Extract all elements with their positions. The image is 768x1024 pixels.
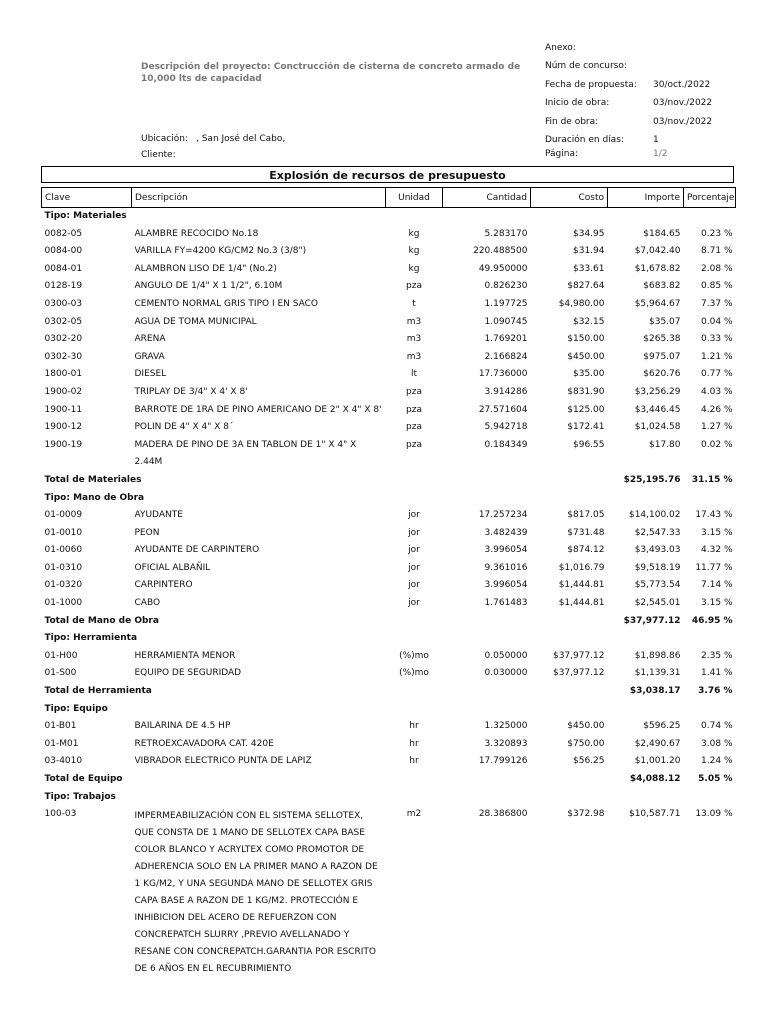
clave-cell: 100-03 xyxy=(44,809,77,820)
importe-cell: $1,024.58 xyxy=(634,422,681,433)
clave-cell: 0082-05 xyxy=(44,228,83,239)
cantidad-cell: 3.996054 xyxy=(484,580,528,591)
unidad-cell: jor xyxy=(408,545,420,556)
costo-cell: $37,977.12 xyxy=(552,668,605,679)
table-row xyxy=(42,243,736,261)
section-total-amount: $3,038.17 xyxy=(629,686,681,697)
section-total-label: Total de Equipo xyxy=(44,774,123,784)
descripcion-cell: AYUDANTE xyxy=(134,510,183,521)
porcentaje-cell: 8.71 % xyxy=(701,246,733,257)
table-row xyxy=(42,648,736,666)
clave-cell: 0302-20 xyxy=(44,334,83,345)
section-total-amount: $25,195.76 xyxy=(623,474,681,485)
meta-label: Inicio de obra: xyxy=(545,98,610,108)
clave-cell: 01-B01 xyxy=(44,721,77,732)
porcentaje-cell: 0.23 % xyxy=(701,228,733,239)
meta-value: 1/2 xyxy=(653,149,668,159)
descripcion-cell: CABO xyxy=(134,598,161,609)
section-type-row xyxy=(42,208,736,226)
table-row xyxy=(42,437,736,472)
importe-cell: $265.38 xyxy=(643,334,681,345)
porcentaje-cell: 4.32 % xyxy=(701,545,733,556)
importe-cell: $596.25 xyxy=(643,721,681,732)
unidad-cell: jor xyxy=(408,510,420,521)
importe-cell: $975.07 xyxy=(643,351,681,362)
cantidad-cell: 1.090745 xyxy=(484,316,528,327)
meta-value: 03/nov./2022 xyxy=(653,98,713,108)
unidad-cell: jor xyxy=(408,527,420,538)
clave-cell: 01-0310 xyxy=(44,562,83,573)
table-body xyxy=(42,208,736,979)
unidad-cell: pza xyxy=(406,386,422,397)
column-header-cantidad: Cantidad xyxy=(443,188,531,208)
section-total-percentage: 3.76 % xyxy=(698,686,733,697)
project-description: Descripción del proyecto: Conctrucción de cisterna de concreto armado de 10,000 lts de capacidad xyxy=(141,62,521,84)
meta-label: Duración en días: xyxy=(545,135,624,145)
cantidad-cell: 17.736000 xyxy=(478,369,528,380)
importe-cell: $3,493.03 xyxy=(634,545,681,556)
descripcion-cell: ARENA xyxy=(134,334,166,345)
cantidad-cell: 3.320893 xyxy=(484,738,528,749)
cantidad-cell: 220.488500 xyxy=(473,246,528,257)
costo-cell: $372.98 xyxy=(567,809,605,820)
section-type-row xyxy=(42,630,736,648)
clave-cell: 1800-01 xyxy=(44,369,83,380)
section-type-label: Tipo: Materiales xyxy=(44,211,127,221)
porcentaje-cell: 1.24 % xyxy=(701,756,733,767)
costo-cell: $34.95 xyxy=(573,228,605,239)
importe-cell: $683.82 xyxy=(643,281,681,292)
cantidad-cell: 1.769201 xyxy=(484,334,528,345)
unidad-cell: pza xyxy=(406,439,422,450)
costo-cell: $450.00 xyxy=(567,721,605,732)
porcentaje-cell: 0.02 % xyxy=(701,439,733,450)
descripcion-cell: CARPINTERO xyxy=(134,580,193,591)
clave-cell: 01-0060 xyxy=(44,545,83,556)
clave-cell: 0084-00 xyxy=(44,246,83,257)
table-row xyxy=(42,542,736,560)
clave-cell: 01-M01 xyxy=(44,738,79,749)
cantidad-cell: 0.050000 xyxy=(484,650,528,661)
clave-cell: 0084-01 xyxy=(44,263,83,274)
importe-cell: $7,042.40 xyxy=(634,246,681,257)
porcentaje-cell: 13.09 % xyxy=(695,809,733,820)
unidad-cell: jor xyxy=(408,562,420,573)
table-row xyxy=(42,296,736,314)
cantidad-cell: 3.482439 xyxy=(484,527,528,538)
importe-cell: $184.65 xyxy=(643,228,681,239)
resources-table xyxy=(41,187,736,978)
column-header-unidad: Unidad xyxy=(386,188,443,208)
porcentaje-cell: 3.15 % xyxy=(701,598,733,609)
clave-cell: 01-S00 xyxy=(44,668,77,679)
cantidad-cell: 3.996054 xyxy=(484,545,528,556)
unidad-cell: t xyxy=(412,298,416,309)
porcentaje-cell: 2.35 % xyxy=(701,650,733,661)
section-total-percentage: 31.15 % xyxy=(691,474,733,485)
cantidad-cell: 0.030000 xyxy=(484,668,528,679)
importe-cell: $9,518.19 xyxy=(634,562,681,573)
costo-cell: $150.00 xyxy=(567,334,605,345)
cantidad-cell: 28.386800 xyxy=(478,809,528,820)
section-type-row xyxy=(42,789,736,807)
cantidad-cell: 0.826230 xyxy=(484,281,528,292)
unidad-cell: m2 xyxy=(406,809,422,820)
descripcion-cell: DIESEL xyxy=(134,369,167,380)
costo-cell: $731.48 xyxy=(567,527,605,538)
section-type-label: Tipo: Mano de Obra xyxy=(44,492,145,503)
descripcion-cell: POLIN DE 4" X 4" X 8´ xyxy=(134,422,234,433)
section-total-amount: $37,977.12 xyxy=(623,615,681,626)
clave-cell: 01-H00 xyxy=(44,650,78,661)
porcentaje-cell: 0.74 % xyxy=(701,721,733,732)
costo-cell: $450.00 xyxy=(567,351,605,362)
table-row xyxy=(42,384,736,402)
meta-value: 03/nov./2022 xyxy=(653,117,713,127)
unidad-cell: m3 xyxy=(406,351,422,362)
section-total-row xyxy=(42,683,736,701)
meta-value: 30/oct./2022 xyxy=(653,80,711,90)
descripcion-cell: RETROEXCAVADORA CAT. 420E xyxy=(134,738,274,749)
descripcion-cell: ALAMBRE RECOCIDO No.18 xyxy=(134,228,259,239)
descripcion-cell: EQUIPO DE SEGURIDAD xyxy=(134,668,242,679)
column-header-costo: Costo xyxy=(531,188,608,208)
table-row xyxy=(42,419,736,437)
clave-cell: 0128-19 xyxy=(44,281,83,292)
costo-cell: $874.12 xyxy=(567,545,605,556)
costo-cell: $172.41 xyxy=(567,422,605,433)
importe-cell: $620.76 xyxy=(643,369,681,380)
descripcion-cell: AYUDANTE DE CARPINTERO xyxy=(134,545,260,556)
porcentaje-cell: 7.37 % xyxy=(701,298,733,309)
costo-cell: $750.00 xyxy=(567,738,605,749)
costo-cell: $125.00 xyxy=(567,404,605,415)
descripcion-cell: BAILARINA DE 4.5 HP xyxy=(134,721,231,732)
column-header-importe: Importe xyxy=(608,188,684,208)
table-row xyxy=(42,806,736,978)
descripcion-cell: AGUA DE TOMA MUNICIPAL xyxy=(134,316,257,327)
descripcion-cell: IMPERMEABILIZACIÓN CON EL SISTEMA SELLOTEX, QUE CONSTA DE 1 MANO DE SELLOTEX CAPA BASE COLOR BLANCO Y ACRYLTEX COMO PROMOTOR DE ADHERENCIA SOLO EN LA PRIMER MANO A RAZON DE 1 KG/M2, Y UNA SEGUNDA MANO DE SELLOTEX GRIS CAPA BASE A RAZON DE 1 KG/M2. PROTECCIÓN E INHIBICION DEL ACERO DE REFUERZON CON CONCREPATCH SLURRY ,PREVIO AVELLANADO Y RESANE CON CONCREPATCH.GARANTIA POR ESCRITO DE 6 AÑOS EN EL RECUBRIMIENTO xyxy=(134,811,378,975)
unidad-cell: hr xyxy=(409,721,419,732)
porcentaje-cell: 17.43 % xyxy=(695,510,733,521)
porcentaje-cell: 3.15 % xyxy=(701,527,733,538)
table-row xyxy=(42,261,736,279)
section-type-row xyxy=(42,490,736,508)
section-total-row xyxy=(42,613,736,631)
porcentaje-cell: 4.03 % xyxy=(701,386,733,397)
porcentaje-cell: 1.21 % xyxy=(701,351,733,362)
importe-cell: $35.07 xyxy=(649,316,681,327)
clave-cell: 0302-05 xyxy=(44,316,83,327)
unidad-cell: m3 xyxy=(406,316,422,327)
table-row xyxy=(42,331,736,349)
unidad-cell: kg xyxy=(408,228,420,239)
table-row xyxy=(42,525,736,543)
meta-label: Anexo: xyxy=(545,43,576,53)
table-row xyxy=(42,314,736,332)
costo-cell: $35.00 xyxy=(573,369,605,380)
descripcion-cell: ANGULO DE 1/4" X 1 1/2", 6.10M xyxy=(134,281,283,292)
descripcion-cell: VIBRADOR ELECTRICO PUNTA DE LAPIZ xyxy=(134,756,312,767)
descripcion-cell: PEON xyxy=(134,527,160,538)
table-row xyxy=(42,507,736,525)
importe-cell: $1,898.86 xyxy=(634,650,681,661)
unidad-cell: m3 xyxy=(406,334,422,345)
table-row xyxy=(42,349,736,367)
clave-cell: 01-0009 xyxy=(44,510,83,521)
importe-cell: $1,001.20 xyxy=(634,756,681,767)
clave-cell: 01-0320 xyxy=(44,580,83,591)
importe-cell: $10,587.71 xyxy=(628,809,681,820)
porcentaje-cell: 1.41 % xyxy=(701,668,733,679)
importe-cell: $17.80 xyxy=(649,439,681,450)
descripcion-cell: TRIPLAY DE 3/4" X 4' X 8' xyxy=(134,386,248,397)
costo-cell: $33.61 xyxy=(573,263,605,274)
porcentaje-cell: 11.77 % xyxy=(695,562,733,573)
cantidad-cell: 0.184349 xyxy=(484,439,528,450)
column-header-descripcion: Descripción xyxy=(132,188,386,208)
table-row xyxy=(42,366,736,384)
table-row xyxy=(42,278,736,296)
meta-label: Fin de obra: xyxy=(545,117,599,127)
porcentaje-cell: 0.77 % xyxy=(701,369,733,380)
importe-cell: $5,964.67 xyxy=(634,298,681,309)
importe-cell: $2,547.33 xyxy=(634,527,681,538)
costo-cell: $56.25 xyxy=(573,756,605,767)
porcentaje-cell: 2.08 % xyxy=(701,263,733,274)
costo-cell: $831.90 xyxy=(567,386,605,397)
unidad-cell: (%)mo xyxy=(399,668,429,679)
importe-cell: $3,446.45 xyxy=(634,404,681,415)
costo-cell: $37,977.12 xyxy=(552,650,605,661)
section-total-percentage: 5.05 % xyxy=(698,774,733,784)
cantidad-cell: 5.283170 xyxy=(484,228,528,239)
cantidad-cell: 1.325000 xyxy=(484,721,528,732)
location-label: Ubicación: xyxy=(141,134,188,144)
unidad-cell: hr xyxy=(409,738,419,749)
table-row xyxy=(42,577,736,595)
cantidad-cell: 17.257234 xyxy=(478,510,528,521)
clave-cell: 1900-11 xyxy=(44,404,83,415)
costo-cell: $32.15 xyxy=(573,316,605,327)
costo-cell: $817.05 xyxy=(567,510,605,521)
unidad-cell: jor xyxy=(408,580,420,591)
meta-label: Página: xyxy=(545,149,579,159)
clave-cell: 1900-02 xyxy=(44,386,83,397)
cantidad-cell: 2.166824 xyxy=(484,351,528,362)
descripcion-cell: ALAMBRON LISO DE 1/4" (No.2) xyxy=(134,263,277,274)
importe-cell: $14,100.02 xyxy=(628,510,681,521)
porcentaje-cell: 1.27 % xyxy=(701,422,733,433)
clave-cell: 1900-19 xyxy=(44,439,83,450)
importe-cell: $2,490.67 xyxy=(634,738,681,749)
clave-cell: 03-4010 xyxy=(44,756,83,767)
porcentaje-cell: 4.26 % xyxy=(701,404,733,415)
porcentaje-cell: 0.33 % xyxy=(701,334,733,345)
unidad-cell: pza xyxy=(406,422,422,433)
unidad-cell: hr xyxy=(409,756,419,767)
clave-cell: 1900-12 xyxy=(44,422,83,433)
importe-cell: $2,545.01 xyxy=(634,598,681,609)
costo-cell: $96.55 xyxy=(573,439,605,450)
table-row xyxy=(42,753,736,771)
unidad-cell: pza xyxy=(406,281,422,292)
cantidad-cell: 1.197725 xyxy=(484,298,528,309)
section-total-amount: $4,088.12 xyxy=(629,774,681,784)
column-header-porcentaje: Porcentaje xyxy=(684,188,736,208)
clave-cell: 01-1000 xyxy=(44,598,83,609)
descripcion-cell: BARROTE DE 1RA DE PINO AMERICANO DE 2" X 4" X 8' xyxy=(134,404,382,415)
descripcion-cell: VARILLA FY=4200 KG/CM2 No.3 (3/8") xyxy=(134,246,307,257)
descripcion-cell: GRAVA xyxy=(134,351,165,362)
descripcion-cell: OFICIAL ALBAÑIL xyxy=(134,562,211,573)
clave-cell: 01-0010 xyxy=(44,527,83,538)
cantidad-cell: 5.942718 xyxy=(484,422,528,433)
column-header-clave: Clave xyxy=(42,188,132,208)
section-total-percentage: 46.95 % xyxy=(691,615,733,626)
table-row xyxy=(42,718,736,736)
client-label: Cliente: xyxy=(141,150,176,160)
table-row xyxy=(42,560,736,578)
section-type-label: Tipo: Herramienta xyxy=(44,633,138,644)
descripcion-cell: MADERA DE PINO DE 3A EN TABLON DE 1" X 4" X 2.44M xyxy=(134,439,357,468)
section-total-row xyxy=(42,771,736,789)
table-row xyxy=(42,226,736,244)
section-total-label: Total de Herramienta xyxy=(44,686,152,697)
table-row xyxy=(42,402,736,420)
report-title: Explosión de recursos de presupuesto xyxy=(41,166,734,183)
meta-label: Núm de concurso: xyxy=(545,61,627,71)
unidad-cell: jor xyxy=(408,598,420,609)
location-value: , San José del Cabo, xyxy=(196,134,286,144)
costo-cell: $827.64 xyxy=(567,281,605,292)
table-row xyxy=(42,665,736,683)
table-row xyxy=(42,736,736,754)
table-header-row xyxy=(42,188,736,208)
unidad-cell: kg xyxy=(408,263,420,274)
unidad-cell: (%)mo xyxy=(399,650,429,661)
clave-cell: 0302-30 xyxy=(44,351,83,362)
unidad-cell: kg xyxy=(408,246,420,257)
clave-cell: 0300-03 xyxy=(44,298,83,309)
section-total-label: Total de Materiales xyxy=(44,474,142,485)
section-total-label: Total de Mano de Obra xyxy=(44,615,159,626)
section-type-row xyxy=(42,701,736,719)
cantidad-cell: 3.914286 xyxy=(484,386,528,397)
cantidad-cell: 17.799126 xyxy=(478,756,528,767)
porcentaje-cell: 7.14 % xyxy=(701,580,733,591)
descripcion-cell: CEMENTO NORMAL GRIS TIPO I EN SACO xyxy=(134,298,318,309)
cantidad-cell: 27.571604 xyxy=(478,404,528,415)
cantidad-cell: 1.761483 xyxy=(484,598,528,609)
costo-cell: $1,016.79 xyxy=(558,562,605,573)
costo-cell: $1,444.81 xyxy=(558,598,605,609)
porcentaje-cell: 3.08 % xyxy=(701,738,733,749)
porcentaje-cell: 0.04 % xyxy=(701,316,733,327)
section-type-label: Tipo: Trabajos xyxy=(44,791,116,802)
section-total-row xyxy=(42,472,736,490)
costo-cell: $4,980.00 xyxy=(558,298,605,309)
importe-cell: $5,773.54 xyxy=(634,580,681,591)
cantidad-cell: 49.950000 xyxy=(478,263,528,274)
importe-cell: $3,256.29 xyxy=(634,386,681,397)
unidad-cell: lt xyxy=(410,369,418,380)
meta-value: 1 xyxy=(653,135,659,145)
cantidad-cell: 9.361016 xyxy=(484,562,528,573)
costo-cell: $31.94 xyxy=(573,246,605,257)
section-type-label: Tipo: Equipo xyxy=(44,703,108,714)
importe-cell: $1,678.82 xyxy=(634,263,681,274)
descripcion-cell: HERRAMIENTA MENOR xyxy=(134,650,236,661)
table-row xyxy=(42,595,736,613)
unidad-cell: pza xyxy=(406,404,422,415)
meta-label: Fecha de propuesta: xyxy=(545,80,637,90)
importe-cell: $1,139.31 xyxy=(634,668,681,679)
costo-cell: $1,444.81 xyxy=(558,580,605,591)
porcentaje-cell: 0.85 % xyxy=(701,281,733,292)
